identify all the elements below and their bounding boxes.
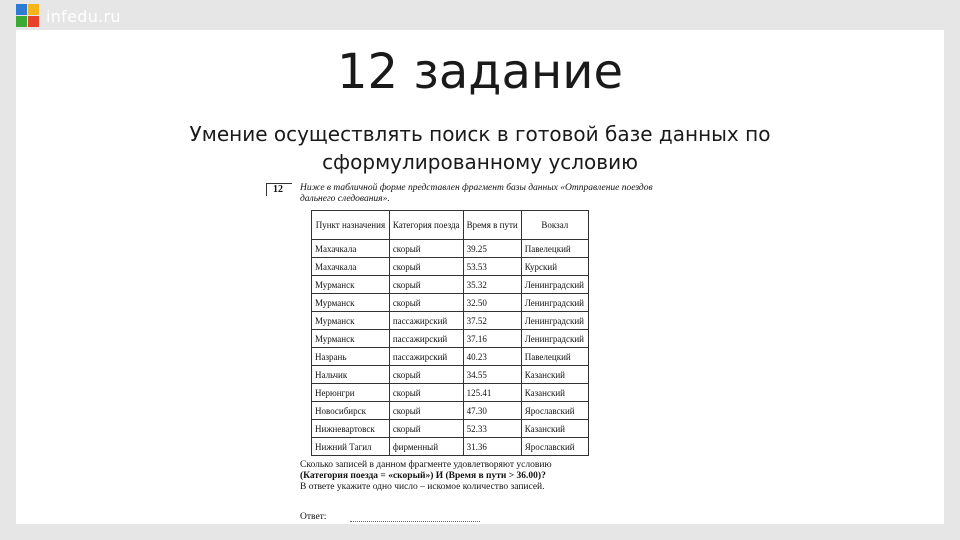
table-row — [312, 402, 589, 420]
cell-destination: Нальчик — [312, 366, 390, 384]
cell-station: Ленинградский — [521, 294, 588, 312]
cell-travel-time: 40.23 — [463, 348, 521, 366]
answer-label: Ответ: — [300, 512, 327, 522]
cell-destination: Мурманск — [312, 294, 390, 312]
task-number: 12 — [266, 183, 292, 196]
table-row — [312, 420, 589, 438]
cell-travel-time: 32.50 — [463, 294, 521, 312]
cell-travel-time: 37.52 — [463, 312, 521, 330]
cell-travel-time: 34.55 — [463, 366, 521, 384]
table-header-row — [312, 211, 589, 240]
column-header-destination: Пункт назначения — [312, 211, 390, 240]
cell-destination: Нижний Тагил — [312, 438, 390, 456]
task-intro: Ниже в табличной форме представлен фрагмент базы данных «Отправление поездов дальнего следования». — [300, 183, 653, 204]
cell-category: скорый — [389, 258, 463, 276]
cell-category: пассажирский — [389, 348, 463, 366]
cell-station: Ярославский — [521, 402, 588, 420]
cell-travel-time: 47.30 — [463, 402, 521, 420]
cell-station: Ленинградский — [521, 330, 588, 348]
cell-category: скорый — [389, 240, 463, 258]
cell-destination: Махачкала — [312, 240, 390, 258]
site-logo[interactable] — [16, 4, 121, 28]
table-row — [312, 240, 589, 258]
table-row — [312, 366, 589, 384]
logo-text: infedu.ru — [46, 6, 121, 26]
cell-station: Казанский — [521, 366, 588, 384]
cell-destination: Мурманск — [312, 276, 390, 294]
table-row — [312, 258, 589, 276]
cell-station: Курский — [521, 258, 588, 276]
task-question — [300, 460, 600, 493]
cell-travel-time: 37.16 — [463, 330, 521, 348]
table-row — [312, 384, 589, 402]
logo-icon — [16, 4, 40, 28]
cell-station: Ленинградский — [521, 312, 588, 330]
cell-station: Ярославский — [521, 438, 588, 456]
trains-table — [311, 210, 589, 456]
cell-category: скорый — [389, 276, 463, 294]
cell-destination: Мурманск — [312, 330, 390, 348]
table-row — [312, 330, 589, 348]
slide — [16, 30, 944, 524]
column-header-station: Вокзал — [521, 211, 588, 240]
cell-category: скорый — [389, 294, 463, 312]
question-instruction: В ответе укажите одно число – искомое количество записей. — [300, 482, 545, 492]
column-header-travel-time: Время в пути — [463, 211, 521, 240]
cell-destination: Новосибирск — [312, 402, 390, 420]
cell-station: Ленинградский — [521, 276, 588, 294]
cell-category: пассажирский — [389, 330, 463, 348]
table-row — [312, 276, 589, 294]
cell-travel-time: 53.53 — [463, 258, 521, 276]
cell-station: Павелецкий — [521, 348, 588, 366]
cell-category: скорый — [389, 366, 463, 384]
cell-destination: Нижневартовск — [312, 420, 390, 438]
table-row — [312, 312, 589, 330]
slide-title: 12 задание — [337, 44, 623, 100]
cell-destination: Махачкала — [312, 258, 390, 276]
cell-travel-time: 31.36 — [463, 438, 521, 456]
cell-category: скорый — [389, 420, 463, 438]
cell-destination: Назрань — [312, 348, 390, 366]
table-row — [312, 294, 589, 312]
task-scan — [266, 180, 653, 524]
cell-travel-time: 35.32 — [463, 276, 521, 294]
table-row — [312, 438, 589, 456]
cell-travel-time: 39.25 — [463, 240, 521, 258]
cell-travel-time: 52.33 — [463, 420, 521, 438]
table-row — [312, 348, 589, 366]
cell-destination: Нерюнгри — [312, 384, 390, 402]
answer-field[interactable] — [350, 521, 480, 522]
cell-category: фирменный — [389, 438, 463, 456]
cell-category: скорый — [389, 402, 463, 420]
question-text: Сколько записей в данном фрагменте удовлетворяют условию — [300, 460, 552, 470]
question-condition: (Категория поезда = «скорый») И (Время в пути > 36.00)? — [300, 471, 546, 481]
cell-travel-time: 125.41 — [463, 384, 521, 402]
slide-subtitle: Умение осуществлять поиск в готовой базе данных по сформулированному условию — [189, 122, 771, 174]
cell-station: Казанский — [521, 384, 588, 402]
cell-category: пассажирский — [389, 312, 463, 330]
cell-category: скорый — [389, 384, 463, 402]
cell-station: Казанский — [521, 420, 588, 438]
column-header-category: Категория поезда — [389, 211, 463, 240]
cell-station: Павелецкий — [521, 240, 588, 258]
cell-destination: Мурманск — [312, 312, 390, 330]
